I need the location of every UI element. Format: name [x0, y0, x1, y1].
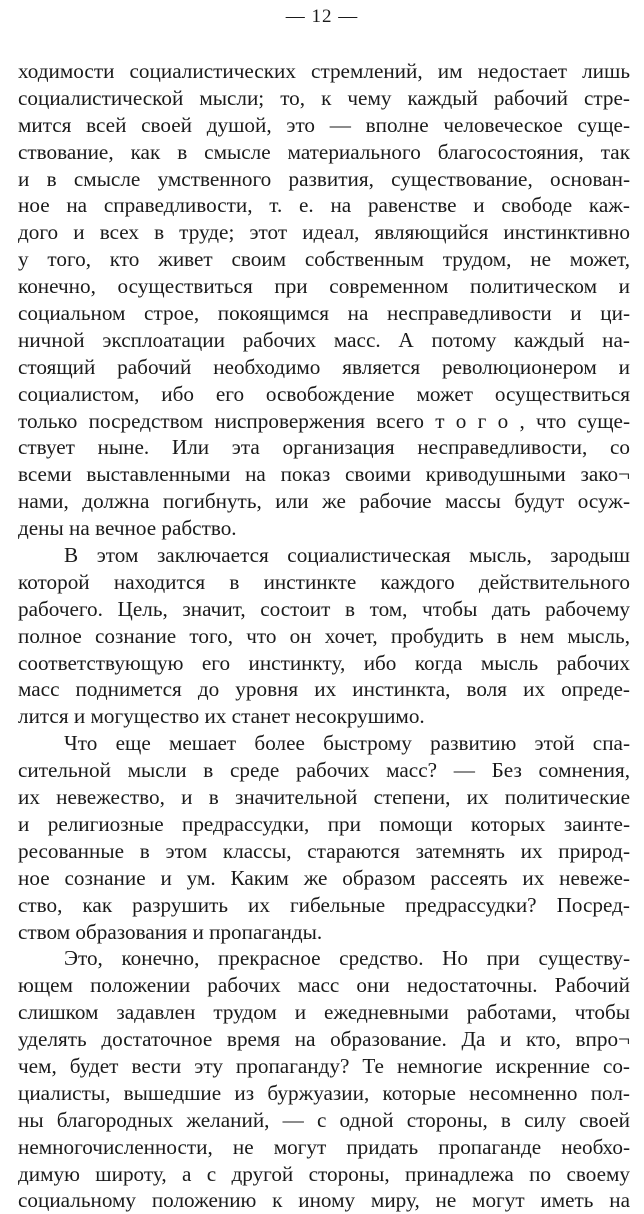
text-line: социалистической мысли; то, к чему каждый рабочий стре- — [18, 85, 630, 110]
text-line: которой находится в инстинкте каждого действительного — [18, 569, 630, 594]
text-line: димую широту, а с другой стороны, принадлежа по своему — [18, 1161, 630, 1186]
text-line: ное на справедливости, т. е. на равенстве и свободе каж- — [18, 193, 630, 218]
text-line: их невежество, и в значительной степени, их политические — [18, 785, 630, 810]
text-line: соответствующую его инстинкту, ибо когда мысль рабочих — [18, 650, 630, 675]
text-line: Это, конечно, прекрасное средство. Но при существу- — [64, 946, 630, 971]
paragraph — [18, 945, 630, 1214]
text-line: социальному положению к иному миру, не могут иметь на — [18, 1188, 630, 1213]
page-number: — 12 — — [285, 6, 359, 27]
text-line: стоящий рабочий необходимо является революционером и — [18, 354, 630, 379]
paragraph — [18, 58, 630, 542]
text-line: масс поднимется до уровня их инстинкта, воля их опреде- — [18, 677, 630, 702]
text-line: социалистом, ибо его освобождение может осуществиться — [18, 381, 630, 406]
paragraph — [18, 542, 630, 730]
text-line: чем, будет вести эту пропаганду? Те немногие искренние со- — [18, 1053, 630, 1078]
text-line: Что еще мешает более быстрому развитию этой спа- — [64, 731, 630, 756]
text-line: ствование, как в смысле материального благосостояния, так — [18, 139, 630, 164]
text-line: мится всей своей душой, это — вполне человеческое суще- — [18, 112, 630, 137]
text-line: ющем положении рабочих масс они недостаточны. Рабочий — [18, 973, 630, 998]
text-line: дены на вечное рабство. — [18, 516, 237, 541]
text-line: ствует ныне. Или эта организация несправедливости, со — [18, 435, 630, 460]
text-line: рабочего. Цель, значит, состоит в том, чтобы дать рабочему — [18, 596, 630, 621]
text-line: у того, кто живет своим собственным трудом, не может, — [18, 247, 630, 272]
text-line: ное сознание и ум. Каким же образом рассеять их невеже- — [18, 865, 630, 890]
text-line: ходимости социалистических стремлений, им недостает лишь — [18, 59, 630, 83]
text-line: только посредством ниспровержения всего т о г о , что суще- — [18, 408, 630, 433]
text-line: ство, как разрушить их гибельные предрассудки? Посред- — [18, 892, 630, 917]
text-line: дого и всех в труде; этот идеал, являющийся инстинктивно — [18, 220, 630, 245]
text-line: ресованные в этом классы, стараются затемнять их природ- — [18, 838, 630, 863]
text-line: сительной мысли в среде рабочих масс? — Без сомнения, — [18, 758, 630, 783]
text-line: ны благородных желаний, — с одной стороны, в силу своей — [18, 1107, 630, 1132]
body-text — [18, 58, 630, 1214]
text-line: и в смысле умственного развития, существование, основан- — [18, 166, 630, 191]
text-line: и религиозные предрассудки, при помощи которых заинте- — [18, 811, 630, 836]
text-line: лится и могущество их станет несокрушимо. — [18, 704, 425, 729]
text-line: немногочисленности, не могут придать пропаганде необхо- — [18, 1134, 630, 1159]
text-line: полное сознание того, что он хочет, пробудить в нем мысль, — [18, 623, 630, 648]
text-line: нами, должна погибнуть, или же рабочие массы будут осуж- — [18, 489, 630, 514]
text-line: В этом заключается социалистическая мысль, зародыш — [64, 543, 630, 568]
text-line: социальном строе, покоящимся на несправедливости и ци- — [18, 301, 630, 326]
text-line: слишком задавлен трудом и ежедневными работами, чтобы — [18, 1000, 630, 1025]
text-line: конечно, осуществиться при современном политическом и — [18, 274, 630, 299]
text-line: уделять достаточное время на образование. Да и кто, впро¬ — [18, 1027, 630, 1052]
text-line: всеми выставленными на показ своими криводушными зако¬ — [18, 462, 630, 487]
paragraph — [18, 730, 630, 945]
text-line: циалисты, вышедшие из буржуазии, которые несомненно пол- — [18, 1080, 630, 1105]
text-line: ничной эксплоатации рабочих масс. А потому каждый на- — [18, 327, 630, 352]
text-line: ством образования и пропаганды. — [18, 919, 323, 944]
